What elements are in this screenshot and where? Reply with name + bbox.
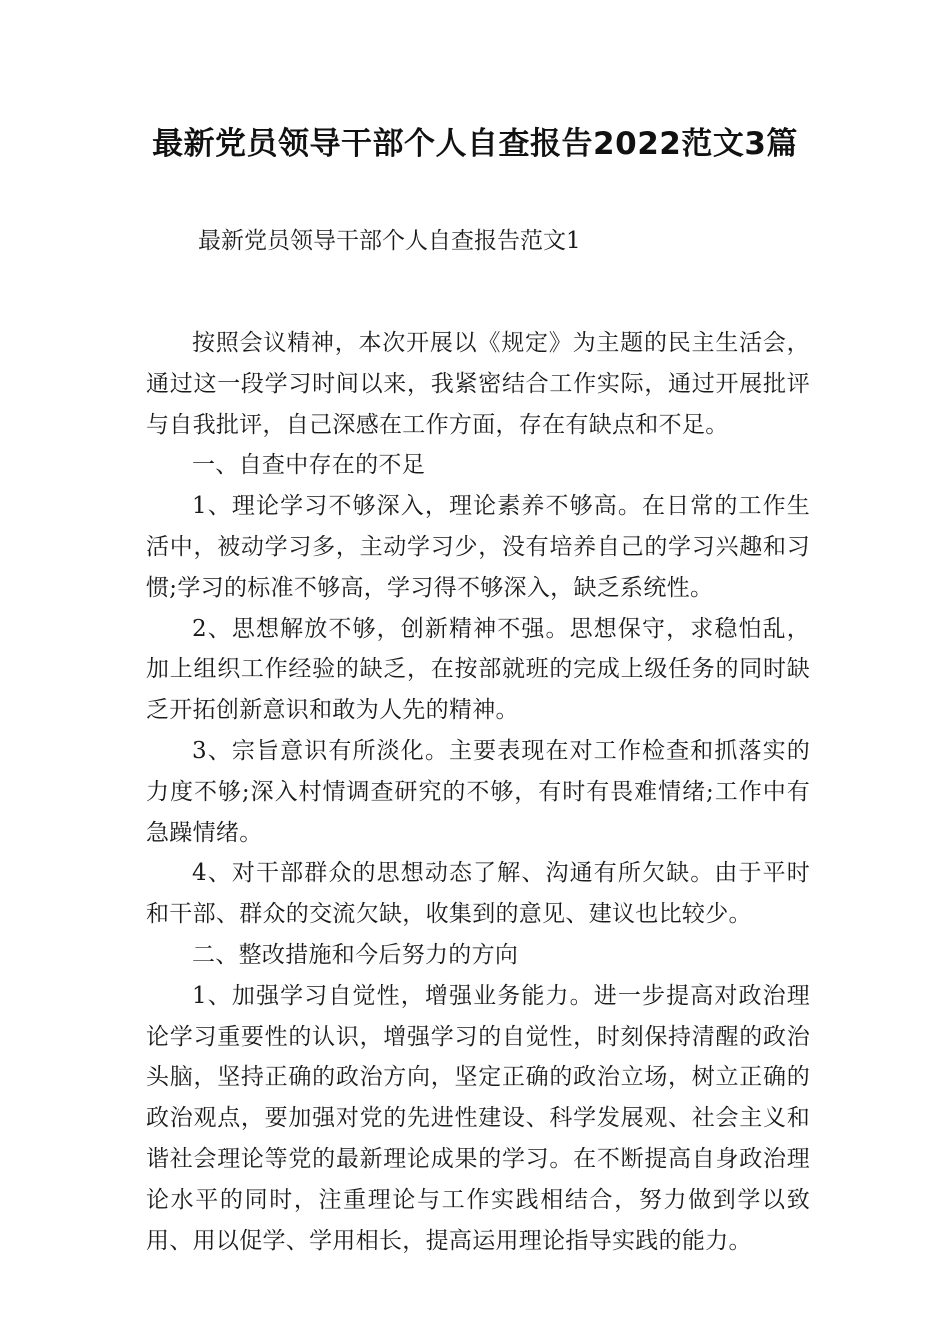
paragraph-shortcoming-3: 3、宗旨意识有所淡化。主要表现在对工作检查和抓落实的力度不够;深入村情调查研究的不够，有时有畏难情绪;工作中有急躁情绪。 bbox=[146, 737, 810, 846]
paragraph-shortcoming-2: 2、思想解放不够，创新精神不强。思想保守，求稳怕乱，加上组织工作经验的缺乏，在按部就班的完成上级任务的同时缺乏开拓创新意识和敢为人先的精神。 bbox=[146, 615, 810, 724]
paragraph-shortcoming-1: 1、理论学习不够深入，理论素养不够高。在日常的工作生活中，被动学习多，主动学习少，没有培养自己的学习兴趣和习惯;学习的标准不够高，学习得不够深入，缺乏系统性。 bbox=[146, 493, 810, 601]
blank-line bbox=[146, 263, 810, 323]
document-title: 最新党员领导干部个人自查报告2022范文3篇 bbox=[152, 126, 798, 162]
document-body bbox=[146, 219, 810, 1261]
paragraph-measure-1: 1、加强学习自觉性，增强业务能力。进一步提高对政治理论学习重要性的认识，增强学习的自觉性，时刻保持清醒的政治头脑，坚持正确的政治方向，坚定正确的政治立场，树立正确的政治观点，要加强对党的先进性建设、科学发展观、社会主义和谐社会理论等党的最新理论成果的学习。在不断提高自身政治理论水平的同时，注重理论与工作实践相结合，努力做到学以致用、用以促学、学用相长，提高运用理论指导实践的能力。 bbox=[146, 982, 810, 1254]
section-heading-shortcomings: 一、自查中存在的不足 bbox=[192, 452, 425, 479]
section-heading-measures: 二、整改措施和今后努力的方向 bbox=[192, 941, 519, 968]
paragraph-shortcoming-4: 4、对干部群众的思想动态了解、沟通有所欠缺。由于平时和干部、群众的交流欠缺，收集到的意见、建议也比较少。 bbox=[146, 860, 810, 928]
paragraph-intro: 按照会议精神，本次开展以《规定》为主题的民主生活会，通过这一段学习时间以来，我紧密结合工作实际，通过开展批评与自我批评，自己深感在工作方面，存在有缺点和不足。 bbox=[146, 330, 810, 438]
document-subtitle: 最新党员领导干部个人自查报告范文1 bbox=[198, 228, 581, 254]
